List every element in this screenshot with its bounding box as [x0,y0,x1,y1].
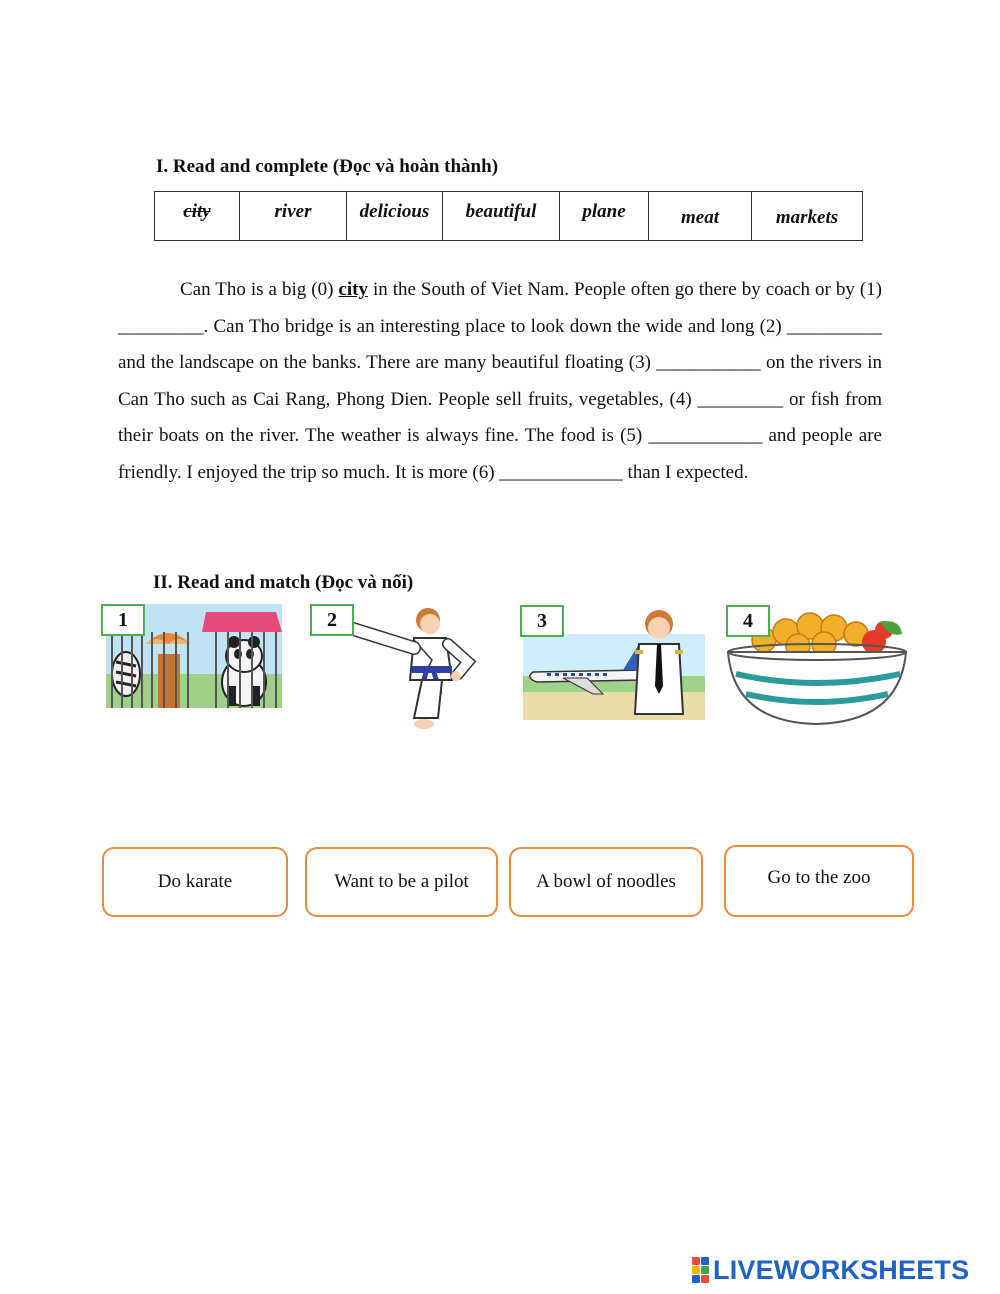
answer-box-zoo[interactable]: Go to the zoo [724,845,914,917]
word-bank-word: delicious [359,201,430,222]
answer-box-pilot[interactable]: Want to be a pilot [305,847,498,917]
example-answer: city [338,279,368,300]
word-bank-cell [560,192,649,240]
liveworksheets-logo [692,1252,992,1288]
word-bank-cell [649,192,752,240]
section1-heading: I. Read and complete (Đọc và hoàn thành) [156,156,499,177]
word-bank-word: city [183,201,211,222]
logo-mark-icon [692,1257,709,1283]
paragraph-text: in the South of Viet Nam. People often go there by coach or by (1) _________. Can Tho bridge is an interesting place to look down the wide and long (2) __________ and the landscape on the banks. There are many beautiful floating (3) ___________ on the rivers in Can Tho such as Cai Rang, Phong Dien. People sell fruits, vegetables, (4) _________ or fish from their boats on the river. The weather is always fine. The food is (5) ____________ and people are friendly. I enjoyed the trip so much. It is more (6) _____________ than I expected. [118,279,882,483]
paragraph-text: Can Tho is a big (0) [180,279,339,300]
word-bank-cell [752,192,862,240]
word-bank-cell [443,192,560,240]
word-bank-word: markets [775,207,839,228]
picture-number-1: 1 [101,604,145,636]
word-bank-word: river [274,201,312,222]
word-bank-cell [240,192,347,240]
word-bank-word: plane [582,201,626,222]
word-bank-word: beautiful [465,201,537,222]
picture-number-4: 4 [726,605,770,637]
logo-text: LIVEWORKSHEETS [713,1254,970,1285]
reading-paragraph [118,272,882,492]
picture-number-2: 2 [310,604,354,636]
picture-number-3: 3 [520,605,564,637]
word-bank-cell [155,192,240,240]
word-bank-word: meat [681,207,719,228]
answer-box-noodles[interactable]: A bowl of noodles [509,847,703,917]
word-bank-cell [347,192,443,240]
answer-box-do-karate[interactable]: Do karate [102,847,288,917]
word-bank-table [154,191,863,241]
section2-heading: II. Read and match (Đọc và nối) [153,572,414,593]
